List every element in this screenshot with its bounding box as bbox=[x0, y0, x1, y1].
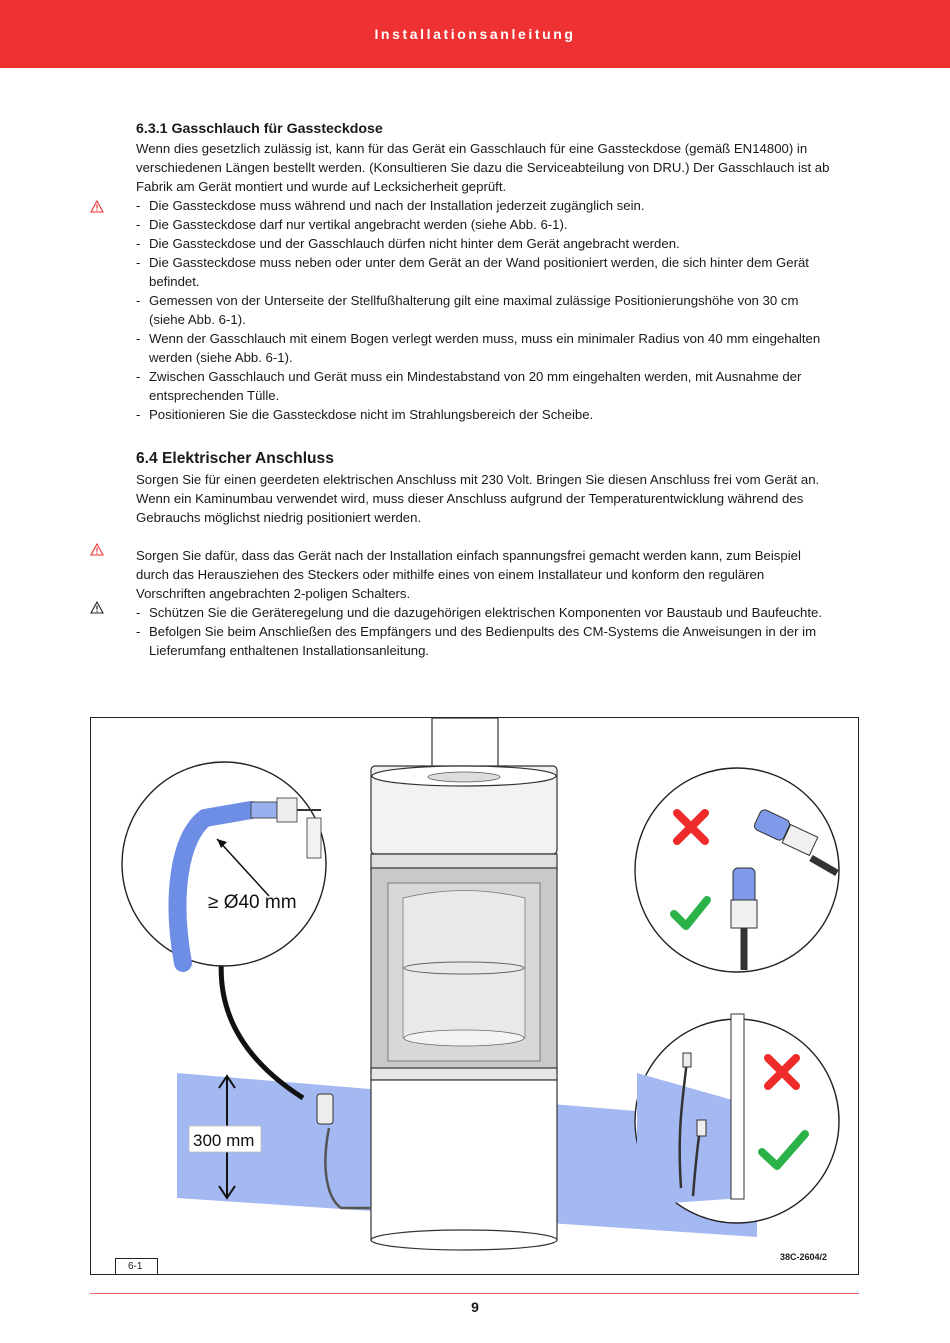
radius-label: ≥ Ø40 mm bbox=[208, 892, 297, 913]
gas-hose-intro: Wenn dies gesetzlich zulässig ist, kann für das Gerät ein Gasschlauch für eine Gassteckdose (gemäß EN14800) in verschiedenen Längen bestellt werden. (Konsultieren Sie dazu die Serviceabteilung von DRU.) Der Gasschlauch ist ab Fabrik am Gerät montiert und wurde auf Lecksicherheit geprüft. bbox=[136, 141, 830, 194]
gas-hose-list bbox=[136, 196, 836, 424]
height-label: 300 mm bbox=[193, 1131, 255, 1150]
warning-triangle-icon bbox=[90, 543, 104, 556]
bend-radius-detail bbox=[122, 762, 326, 966]
list-item: - Die Gassteckdose und der Gasschlauch dürfen nicht hinter dem Gerät angebracht werden. bbox=[136, 234, 836, 253]
page-header bbox=[0, 0, 950, 68]
electrical-intro: Sorgen Sie für einen geerdeten elektrischen Anschluss mit 230 Volt. Bringen Sie diesen Anschluss frei vom Gerät an. Wenn ein Kaminumbau verwendet wird, muss dieser Anschluss aufgrund der Temperaturentwicklung während des Gebrauchs möglichst niedrig positioniert werden. bbox=[136, 472, 820, 525]
section-heading-gas-hose: 6.3.1 Gasschlauch für Gassteckdose bbox=[136, 121, 383, 137]
list-item: - Die Gassteckdose darf nur vertikal angebracht werden (siehe Abb. 6-1). bbox=[136, 215, 836, 234]
main-content bbox=[136, 119, 836, 660]
list-item: - Positionieren Sie die Gassteckdose nicht im Strahlungsbereich der Scheibe. bbox=[136, 405, 836, 424]
figure-gas-connection bbox=[90, 717, 859, 1275]
electrical-warning: Sorgen Sie dafür, dass das Gerät nach der Installation einfach spannungsfrei gemacht werden kann, zum Beispiel durch das Herausziehen des Steckers oder mithilfe eines von einem Installateur und konform den regulären Vorschriften angebrachten 2-poligen Schalters. bbox=[136, 548, 801, 601]
list-item: - Zwischen Gasschlauch und Gerät muss ein Mindestabstand von 20 mm eingehalten werden, mit Ausnahme der entsprechenden Tülle. bbox=[136, 367, 836, 405]
installation-illustration bbox=[91, 718, 859, 1275]
gas-socket bbox=[317, 1094, 333, 1124]
detail-connector bbox=[221, 946, 303, 1098]
page-number: 9 bbox=[471, 1299, 479, 1315]
header-title: Installationsanleitung bbox=[374, 26, 576, 42]
connector-orientation-detail bbox=[635, 768, 839, 972]
electrical-list bbox=[136, 603, 836, 660]
hose-routing-detail bbox=[635, 1014, 839, 1223]
footer-divider bbox=[90, 1293, 859, 1294]
figure-number: 6-1 bbox=[115, 1258, 158, 1274]
section-heading-electrical: 6.4 Elektrischer Anschluss bbox=[136, 450, 334, 467]
caution-triangle-icon bbox=[90, 601, 104, 614]
drawing-code: 38C-2604/2 bbox=[780, 1252, 828, 1262]
list-item: - Die Gassteckdose muss während und nach der Installation jederzeit zugänglich sein. bbox=[136, 196, 836, 215]
list-item: - Die Gassteckdose muss neben oder unter dem Gerät an der Wand positioniert werden, die sich hinter dem Gerät befindet. bbox=[136, 253, 836, 291]
list-item: - Schützen Sie die Geräteregelung und die dazugehörigen elektrischen Komponenten vor Baustaub und Baufeuchte. bbox=[136, 603, 836, 622]
stove-base bbox=[371, 1080, 557, 1240]
list-item: - Befolgen Sie beim Anschließen des Empfängers und des Bedienpults des CM-Systems die Anweisungen in der im Lieferumfang enthaltenen Installationsanleitung. bbox=[136, 622, 836, 660]
list-item: - Wenn der Gasschlauch mit einem Bogen verlegt werden muss, muss ein minimaler Radius von 40 mm eingehalten werden (siehe Abb. 6-1). bbox=[136, 329, 836, 367]
list-item: - Gemessen von der Unterseite der Stellfußhalterung gilt eine maximal zulässige Positionierungshöhe von 30 cm (siehe Abb. 6-1). bbox=[136, 291, 836, 329]
warning-triangle-icon bbox=[90, 200, 104, 213]
